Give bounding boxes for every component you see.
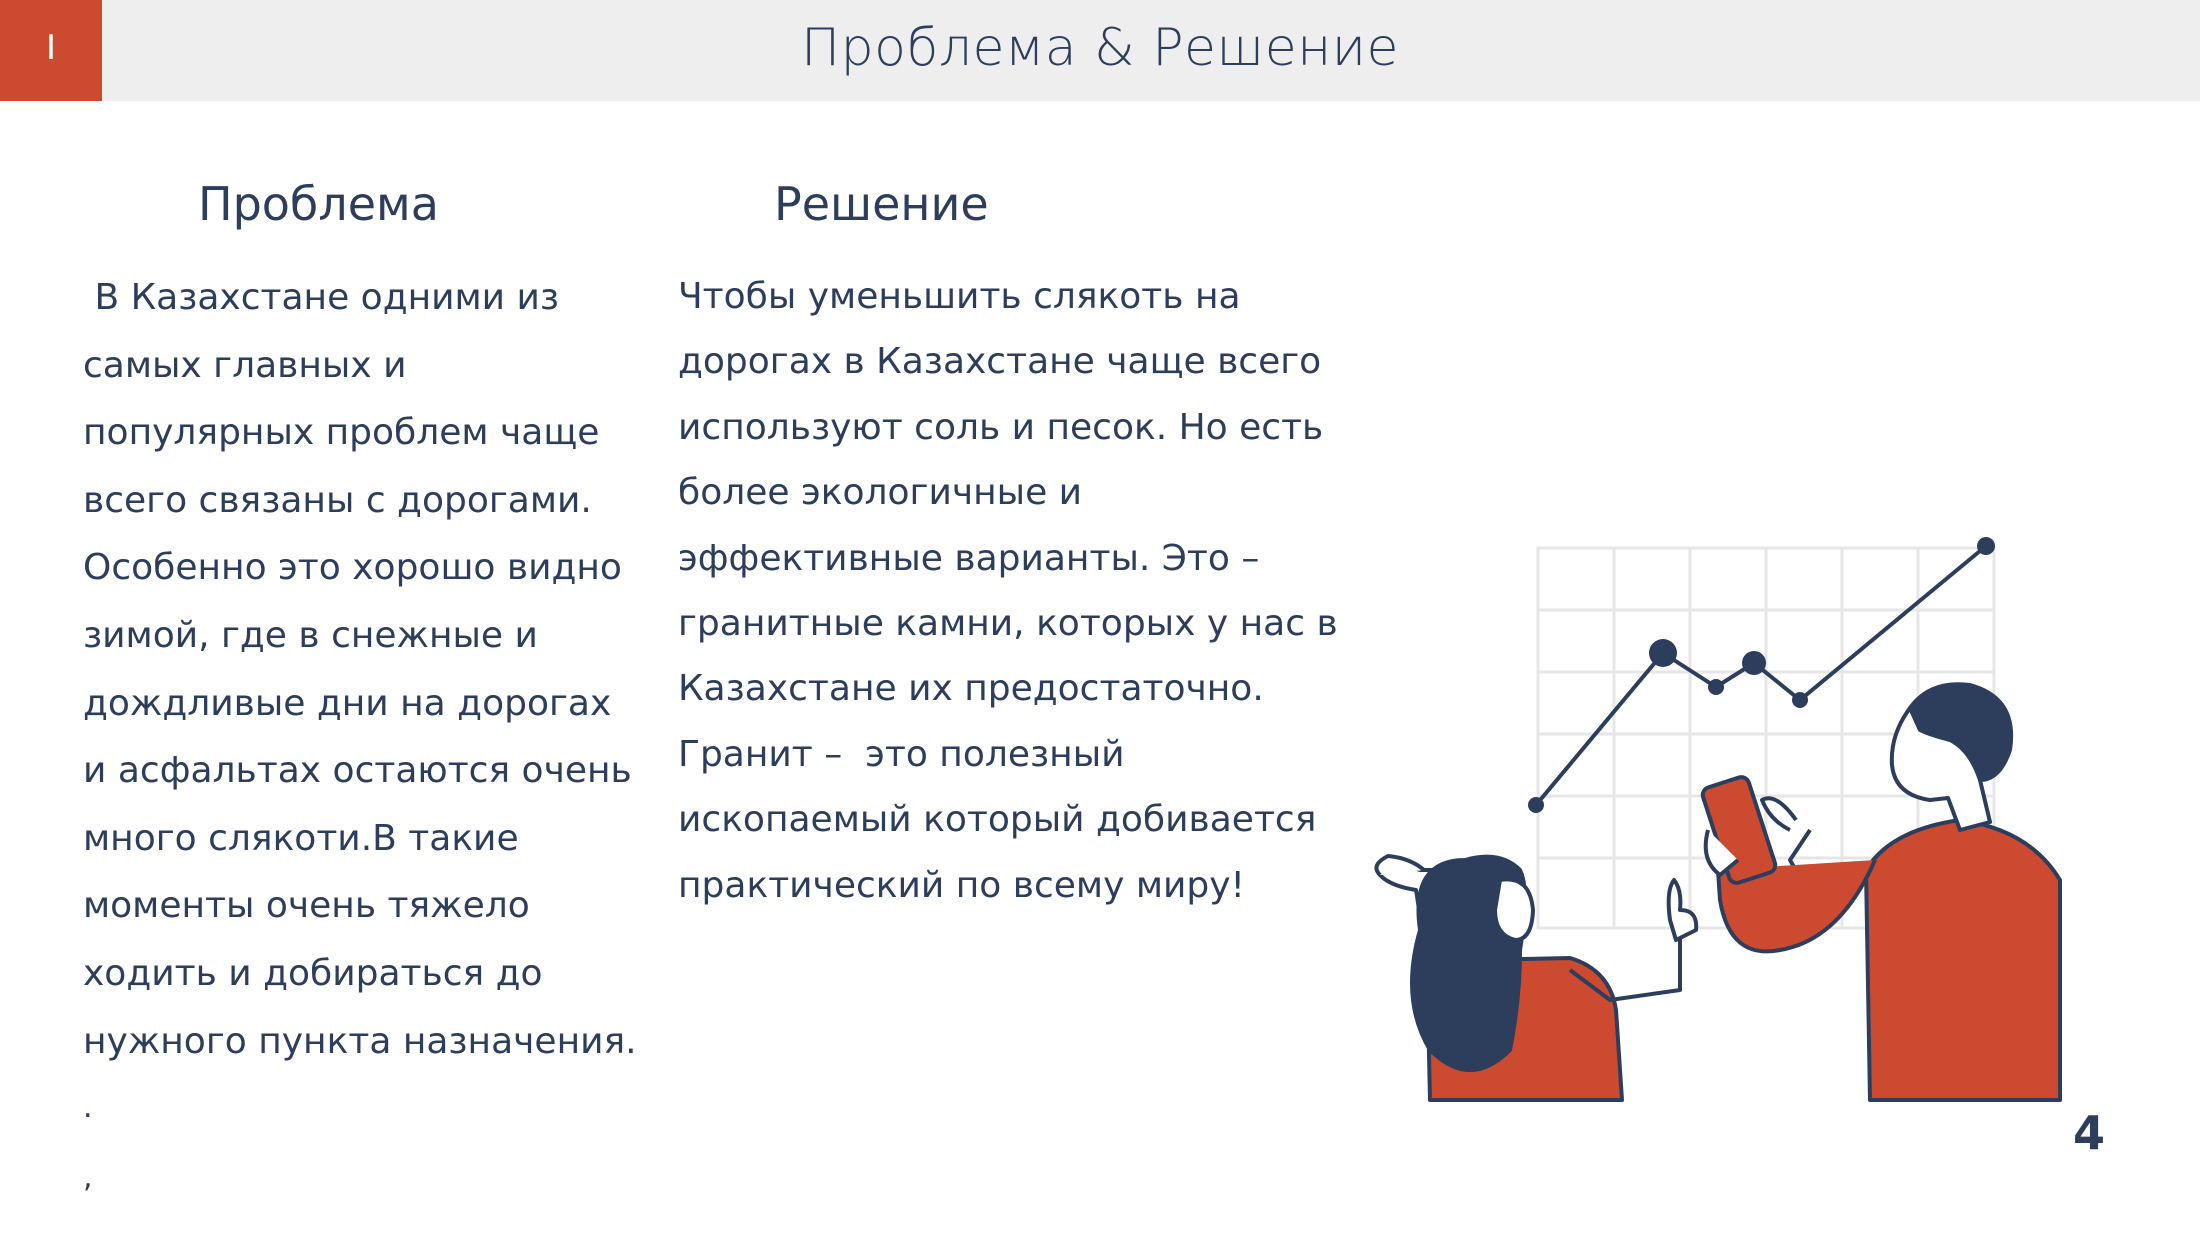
solution-heading: Решение (774, 177, 989, 231)
woman-figure (1376, 856, 1696, 1100)
man-figure (1701, 684, 2060, 1100)
people-with-growth-chart-illustration (1370, 530, 2090, 1110)
problem-text: В Казахстане одними из самых главных и популярных проблем чаще всего связаны с дорогами. Особенно это хорошо видно зимой, где в снежные и дождливые дни на дорогах и асфальтах остаются очень много слякоти.В такие моменты очень тяжело ходить и добираться до нужного пункта назначения. (83, 277, 637, 1062)
page-title: Проблема & Решение (801, 18, 1399, 78)
problem-heading: Проблема (198, 177, 439, 231)
page-number: 4 (2072, 1106, 2105, 1160)
trailing-dot: . (83, 1090, 93, 1125)
solution-text: Чтобы уменьшить слякоть на дорогах в Казахстане чаще всего используют соль и песок. Но есть более экологичные и эффективные варианты. Это – гранитные камни, которых у нас в Казахстане их предостаточно. Гранит – это полезный ископаемый который добивается практический по всему миру! (678, 276, 1338, 906)
trailing-comma: , (83, 1160, 93, 1195)
section-marker: I (0, 0, 102, 101)
